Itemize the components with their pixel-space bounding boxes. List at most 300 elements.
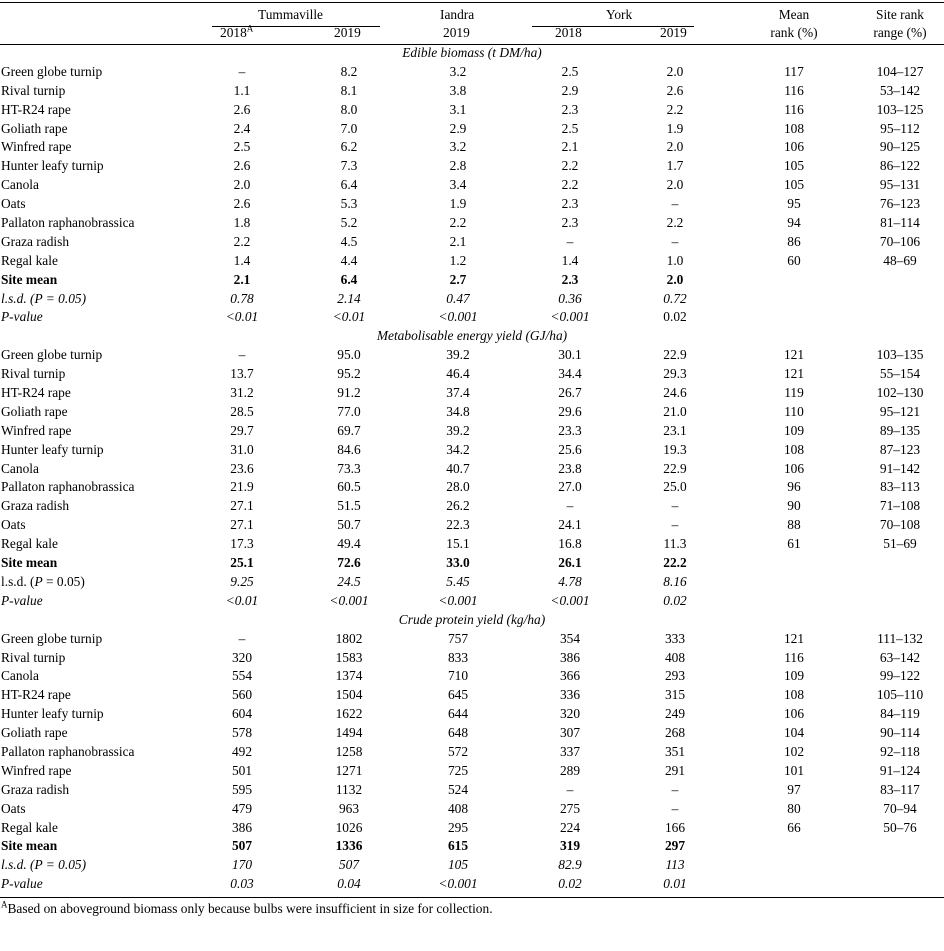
table-row — [0, 460, 944, 479]
value-cell: 30.1 — [558, 347, 582, 363]
site-mean-cell: 26.1 — [558, 555, 582, 571]
value-cell: 2.9 — [449, 120, 467, 136]
value-cell: 320 — [231, 649, 253, 665]
table-row — [0, 649, 944, 668]
crop-name: Green globe turnip — [1, 630, 103, 646]
value-cell: 23.3 — [558, 422, 582, 438]
mean-rank-cell: 105 — [783, 177, 805, 193]
value-cell: 289 — [559, 762, 581, 778]
value-cell: 1132 — [335, 781, 363, 797]
table-row — [0, 535, 944, 554]
header-rank: rank (%) — [770, 25, 818, 40]
lsd-cell: 0.78 — [230, 290, 254, 306]
site-mean-cell: 33.0 — [446, 555, 470, 571]
rank-range-cell: 83–117 — [880, 781, 920, 797]
table-row — [0, 176, 944, 195]
pvalue-cell: <0.001 — [550, 592, 590, 608]
value-cell: 5.3 — [340, 196, 358, 212]
header-footnote-marker: A — [246, 23, 254, 34]
crop-name: Canola — [1, 668, 39, 684]
value-cell: 23.8 — [558, 460, 582, 476]
table-row — [0, 403, 944, 422]
value-cell: 963 — [338, 800, 360, 816]
header-range: range (%) — [873, 25, 927, 40]
table-row — [0, 82, 944, 101]
value-cell: – — [566, 233, 574, 249]
value-cell: 578 — [231, 725, 253, 741]
value-cell: 554 — [231, 668, 253, 684]
lsd-label-post: = 0.05) — [42, 573, 85, 589]
mean-rank-cell: 86 — [787, 233, 801, 249]
value-cell: 1258 — [335, 743, 363, 759]
value-cell: 757 — [447, 630, 469, 646]
crop-name: Graza radish — [1, 498, 70, 514]
value-cell: 37.4 — [446, 385, 470, 401]
value-cell: 25.0 — [663, 479, 687, 495]
mean-rank-cell: 121 — [783, 630, 805, 646]
crop-name: Canola — [1, 460, 39, 476]
site-mean-cell: 615 — [447, 838, 469, 854]
header-iandra: Iandra — [440, 7, 475, 22]
rank-range-cell: 89–135 — [879, 422, 921, 438]
value-cell: 3.4 — [449, 177, 467, 193]
crop-name: Winfred rape — [1, 139, 72, 155]
mean-rank-cell: 66 — [787, 819, 801, 835]
pvalue-cell: 0.01 — [663, 876, 687, 892]
value-cell: 50.7 — [337, 517, 361, 533]
pvalue-label: P-value — [1, 592, 43, 608]
section-title-row — [0, 44, 944, 63]
value-cell: 24.1 — [558, 517, 582, 533]
mean-rank-cell: 102 — [783, 743, 805, 759]
header-iandra-2019: 2019 — [443, 25, 470, 40]
rank-range-cell: 95–112 — [880, 120, 920, 136]
value-cell: 17.3 — [230, 536, 254, 552]
footnote — [0, 900, 944, 918]
value-cell: – — [671, 517, 679, 533]
value-cell: 26.2 — [446, 498, 470, 514]
table-row — [0, 365, 944, 384]
value-cell: 1504 — [335, 687, 363, 703]
value-cell: 2.6 — [233, 158, 251, 174]
crop-name: Pallaton raphanobrassica — [1, 743, 135, 759]
site-mean-cell: 25.1 — [230, 555, 254, 571]
lsd-cell: 170 — [231, 857, 253, 873]
value-cell: 2.1 — [449, 233, 467, 249]
value-cell: 29.3 — [663, 366, 687, 382]
pvalue-cell: <0.001 — [438, 309, 478, 325]
site-mean-label: Site mean — [1, 555, 58, 571]
value-cell: 2.0 — [233, 177, 251, 193]
mean-rank-cell: 101 — [783, 762, 805, 778]
rank-range-cell: 51–69 — [883, 536, 917, 552]
value-cell: 648 — [447, 725, 469, 741]
value-cell: 833 — [447, 649, 469, 665]
lsd-label-pre: l.s.d. ( — [1, 857, 35, 873]
section-title-row — [0, 611, 944, 630]
value-cell: 2.1 — [561, 139, 579, 155]
rank-range-cell: 84–119 — [880, 706, 920, 722]
site-mean-cell: 319 — [559, 838, 581, 854]
lsd-cell: 9.25 — [230, 573, 254, 589]
value-cell: 13.7 — [230, 366, 254, 382]
rank-range-cell: 81–114 — [880, 215, 920, 231]
footnote-marker: A — [1, 899, 8, 910]
mean-rank-cell: 90 — [787, 498, 801, 514]
value-cell: 645 — [447, 687, 469, 703]
value-cell: 366 — [559, 668, 581, 684]
table-row — [0, 138, 944, 157]
rank-range-cell: 90–114 — [880, 725, 920, 741]
crop-name: Green globe turnip — [1, 63, 103, 79]
value-cell: 1.7 — [666, 158, 684, 174]
rank-range-cell: 87–123 — [879, 441, 921, 457]
lsd-label-pre: l.s.d. ( — [1, 290, 35, 306]
site-mean-cell: 1336 — [335, 838, 363, 854]
value-cell: 1.4 — [561, 252, 579, 268]
rank-range-cell: 70–108 — [879, 517, 921, 533]
value-cell: – — [671, 498, 679, 514]
value-cell: 19.3 — [663, 441, 687, 457]
value-cell: 27.0 — [558, 479, 582, 495]
value-cell: 725 — [447, 762, 469, 778]
mean-rank-cell: 108 — [783, 687, 805, 703]
value-cell: 2.2 — [233, 233, 251, 249]
section-title: Edible biomass (t DM/ha) — [402, 45, 542, 60]
value-cell: 49.4 — [337, 536, 361, 552]
mean-rank-cell: 109 — [783, 422, 805, 438]
lsd-row — [0, 856, 944, 875]
pvalue-row — [0, 592, 944, 611]
mean-rank-cell: 94 — [787, 215, 801, 231]
value-cell: 11.3 — [663, 536, 687, 552]
value-cell: – — [566, 781, 574, 797]
rank-range-cell: 71–108 — [879, 498, 921, 514]
pvalue-row — [0, 875, 944, 894]
pvalue-cell: <0.001 — [329, 592, 369, 608]
table-row — [0, 195, 944, 214]
value-cell: 3.1 — [449, 101, 467, 117]
value-cell: – — [238, 347, 246, 363]
rank-range-cell: 63–142 — [879, 649, 921, 665]
value-cell: 2.2 — [449, 215, 467, 231]
lsd-cell: 24.5 — [337, 573, 361, 589]
pvalue-cell: 0.03 — [230, 876, 254, 892]
crop-name: Pallaton raphanobrassica — [1, 479, 135, 495]
crop-name: Canola — [1, 177, 39, 193]
crop-name: Goliath rape — [1, 725, 68, 741]
mean-rank-cell: 80 — [787, 800, 801, 816]
value-cell: 1.9 — [666, 120, 684, 136]
value-cell: – — [238, 630, 246, 646]
site-mean-row — [0, 837, 944, 856]
site-mean-row — [0, 271, 944, 290]
table-row — [0, 800, 944, 819]
site-mean-label: Site mean — [1, 271, 58, 287]
mean-rank-cell: 108 — [783, 441, 805, 457]
table-row — [0, 233, 944, 252]
value-cell: 4.5 — [340, 233, 358, 249]
crop-name: Rival turnip — [1, 366, 66, 382]
rank-range-cell: 103–125 — [876, 101, 924, 117]
pvalue-row — [0, 308, 944, 327]
crop-name: Winfred rape — [1, 762, 72, 778]
crop-name: Graza radish — [1, 233, 70, 249]
rank-range-cell: 102–130 — [876, 385, 924, 401]
value-cell: 95.2 — [337, 366, 361, 382]
value-cell: 26.7 — [558, 385, 582, 401]
table-row — [0, 497, 944, 516]
header-york-2018: 2018 — [555, 25, 582, 40]
mean-rank-cell: 61 — [787, 536, 801, 552]
value-cell: 28.0 — [446, 479, 470, 495]
pvalue-cell: <0.001 — [438, 876, 478, 892]
table-row — [0, 441, 944, 460]
value-cell: 293 — [664, 668, 686, 684]
site-mean-label: Site mean — [1, 838, 58, 854]
crop-name: Pallaton raphanobrassica — [1, 215, 135, 231]
site-mean-cell: 297 — [664, 838, 686, 854]
header-tummaville-2019: 2019 — [334, 25, 361, 40]
value-cell: 315 — [664, 687, 686, 703]
table-row — [0, 781, 944, 800]
value-cell: 29.6 — [558, 403, 582, 419]
header-year-text: 2018 — [220, 25, 247, 40]
lsd-cell: 2.14 — [337, 290, 361, 306]
lsd-label-pre: l.s.d. ( — [1, 573, 35, 589]
table-header — [0, 0, 944, 44]
value-cell: 275 — [559, 800, 581, 816]
mean-rank-cell: 105 — [783, 158, 805, 174]
value-cell: 4.4 — [340, 252, 358, 268]
section-title: Crude protein yield (kg/ha) — [398, 611, 546, 627]
mean-rank-cell: 104 — [783, 725, 805, 741]
value-cell: 2.3 — [561, 101, 579, 117]
table-row — [0, 101, 944, 120]
value-cell: 1494 — [335, 725, 363, 741]
pvalue-cell: <0.001 — [550, 309, 590, 325]
pvalue-cell: <0.01 — [332, 309, 366, 325]
mean-rank-cell: 119 — [784, 385, 804, 401]
site-mean-cell: 2.7 — [449, 271, 467, 287]
value-cell: 2.2 — [666, 101, 684, 117]
value-cell: 166 — [664, 819, 686, 835]
mean-rank-cell: 97 — [787, 781, 801, 797]
rank-range-cell: 95–121 — [879, 403, 921, 419]
crop-name: Graza radish — [1, 781, 70, 797]
top-rule — [0, 2, 944, 3]
value-cell: 1802 — [335, 630, 363, 646]
value-cell: 595 — [231, 781, 253, 797]
lsd-cell: 113 — [665, 857, 685, 873]
value-cell: 2.2 — [666, 215, 684, 231]
mean-rank-cell: 106 — [783, 139, 805, 155]
rank-range-cell: 95–131 — [879, 177, 921, 193]
table-row — [0, 762, 944, 781]
rank-range-cell: 70–106 — [879, 233, 921, 249]
value-cell: 2.3 — [561, 196, 579, 212]
value-cell: 3.2 — [449, 63, 467, 79]
value-cell: 5.2 — [340, 215, 358, 231]
section-title: Metabolisable energy yield (GJ/ha) — [376, 328, 568, 344]
bottom-rule — [0, 897, 944, 898]
value-cell: 39.2 — [446, 347, 470, 363]
lsd-cell: 4.78 — [558, 573, 582, 589]
header-york-2019: 2019 — [660, 25, 687, 40]
rank-range-cell: 70–94 — [883, 800, 917, 816]
header-site-rank: Site rank — [876, 7, 924, 22]
table-row — [0, 667, 944, 686]
section-title-row — [0, 327, 944, 346]
value-cell: 386 — [231, 819, 253, 835]
value-cell: 1583 — [335, 649, 363, 665]
rank-range-cell: 86–122 — [879, 158, 921, 174]
mean-rank-cell: 108 — [783, 120, 805, 136]
value-cell: 60.5 — [337, 479, 361, 495]
value-cell: 28.5 — [230, 403, 254, 419]
value-cell: 320 — [559, 706, 581, 722]
site-mean-cell: 6.4 — [340, 271, 358, 287]
site-mean-cell: 22.2 — [663, 555, 687, 571]
value-cell: 23.1 — [663, 422, 687, 438]
value-cell: 307 — [559, 725, 581, 741]
value-cell: 644 — [447, 706, 469, 722]
value-cell: 295 — [447, 819, 469, 835]
mean-rank-cell: 109 — [783, 668, 805, 684]
value-cell: 46.4 — [446, 366, 470, 382]
lsd-label-post: = 0.05) — [42, 857, 87, 873]
header-tummaville: Tummaville — [258, 7, 323, 22]
crop-name: Oats — [1, 800, 26, 816]
lsd-cell: 0.47 — [446, 290, 470, 306]
value-cell: 1.0 — [666, 252, 684, 268]
lsd-cell: 8.16 — [663, 573, 687, 589]
site-mean-row — [0, 554, 944, 573]
rank-range-cell: 92–118 — [880, 743, 920, 759]
mean-rank-cell: 116 — [784, 101, 804, 117]
value-cell: 2.0 — [666, 177, 684, 193]
pvalue-cell: 0.02 — [663, 592, 687, 608]
value-cell: 2.8 — [449, 158, 467, 174]
crop-name: Goliath rape — [1, 403, 68, 419]
value-cell: – — [671, 781, 679, 797]
lsd-label — [1, 290, 86, 309]
rank-range-cell: 50–76 — [883, 819, 917, 835]
table-row — [0, 516, 944, 535]
value-cell: 91.2 — [337, 385, 361, 401]
lsd-label — [1, 856, 86, 875]
value-cell: 1026 — [335, 819, 363, 835]
value-cell: 95.0 — [337, 347, 361, 363]
value-cell: 27.1 — [230, 498, 254, 514]
table-row — [0, 384, 944, 403]
mean-rank-cell: 117 — [784, 63, 804, 79]
crop-name: Goliath rape — [1, 120, 68, 136]
table-row — [0, 157, 944, 176]
value-cell: 23.6 — [230, 460, 254, 476]
value-cell: 22.3 — [446, 517, 470, 533]
mean-rank-cell: 88 — [787, 517, 801, 533]
value-cell: 34.8 — [446, 403, 470, 419]
table-row — [0, 120, 944, 139]
value-cell: 39.2 — [446, 422, 470, 438]
value-cell: 3.2 — [449, 139, 467, 155]
value-cell: 2.0 — [666, 63, 684, 79]
value-cell: 524 — [447, 781, 469, 797]
value-cell: – — [671, 233, 679, 249]
value-cell: 51.5 — [337, 498, 361, 514]
value-cell: 572 — [447, 743, 469, 759]
value-cell: 1.4 — [233, 252, 251, 268]
value-cell: 2.5 — [561, 63, 579, 79]
site-mean-cell: 2.3 — [561, 271, 579, 287]
value-cell: 1622 — [335, 706, 363, 722]
value-cell: 25.6 — [558, 441, 582, 457]
value-cell: 1.2 — [449, 252, 467, 268]
mean-rank-cell: 106 — [783, 460, 805, 476]
value-cell: 8.0 — [340, 101, 358, 117]
table-row — [0, 63, 944, 82]
value-cell: 2.0 — [666, 139, 684, 155]
value-cell: 16.8 — [558, 536, 582, 552]
mean-rank-cell: 116 — [784, 649, 804, 665]
pvalue-cell: <0.01 — [225, 592, 259, 608]
footnote-text: Based on aboveground biomass only because bulbs were insufficient in size for collection. — [7, 901, 493, 917]
value-cell: 31.2 — [230, 385, 254, 401]
site-mean-cell: 507 — [231, 838, 253, 854]
value-cell: 21.9 — [230, 479, 254, 495]
crop-name: Hunter leafy turnip — [1, 441, 104, 457]
table-row — [0, 743, 944, 762]
header-york: York — [606, 7, 633, 22]
value-cell: 2.6 — [666, 82, 684, 98]
mean-rank-cell: 95 — [787, 196, 801, 212]
value-cell: 73.3 — [337, 460, 361, 476]
rank-range-cell: 91–142 — [879, 460, 921, 476]
value-cell: – — [671, 196, 679, 212]
value-cell: 224 — [559, 819, 581, 835]
value-cell: 2.9 — [561, 82, 579, 98]
crop-name: Regal kale — [1, 536, 58, 552]
value-cell: – — [566, 498, 574, 514]
value-cell: 2.5 — [233, 139, 251, 155]
value-cell: 492 — [231, 743, 253, 759]
crop-name: Rival turnip — [1, 82, 66, 98]
value-cell: 1374 — [335, 668, 363, 684]
lsd-cell: 507 — [338, 857, 360, 873]
mean-rank-cell: 121 — [783, 347, 805, 363]
pvalue-cell: 0.02 — [663, 309, 687, 325]
lsd-label-p: P — [34, 290, 43, 306]
value-cell: 84.6 — [337, 441, 361, 457]
crop-name: Hunter leafy turnip — [1, 158, 104, 174]
value-cell: 1.8 — [233, 215, 251, 231]
value-cell: 6.4 — [340, 177, 358, 193]
value-cell: 249 — [664, 706, 686, 722]
value-cell: 77.0 — [337, 403, 361, 419]
value-cell: 386 — [559, 649, 581, 665]
header-tummaville-2018 — [220, 24, 253, 41]
rank-range-cell: 83–113 — [880, 479, 920, 495]
value-cell: 34.4 — [558, 366, 582, 382]
rank-range-cell: 103–135 — [876, 347, 924, 363]
crop-name: Green globe turnip — [1, 347, 103, 363]
value-cell: 22.9 — [663, 460, 687, 476]
crop-name: Oats — [1, 196, 26, 212]
lsd-cell: 105 — [447, 857, 469, 873]
value-cell: 29.7 — [230, 422, 254, 438]
value-cell: 336 — [559, 687, 581, 703]
